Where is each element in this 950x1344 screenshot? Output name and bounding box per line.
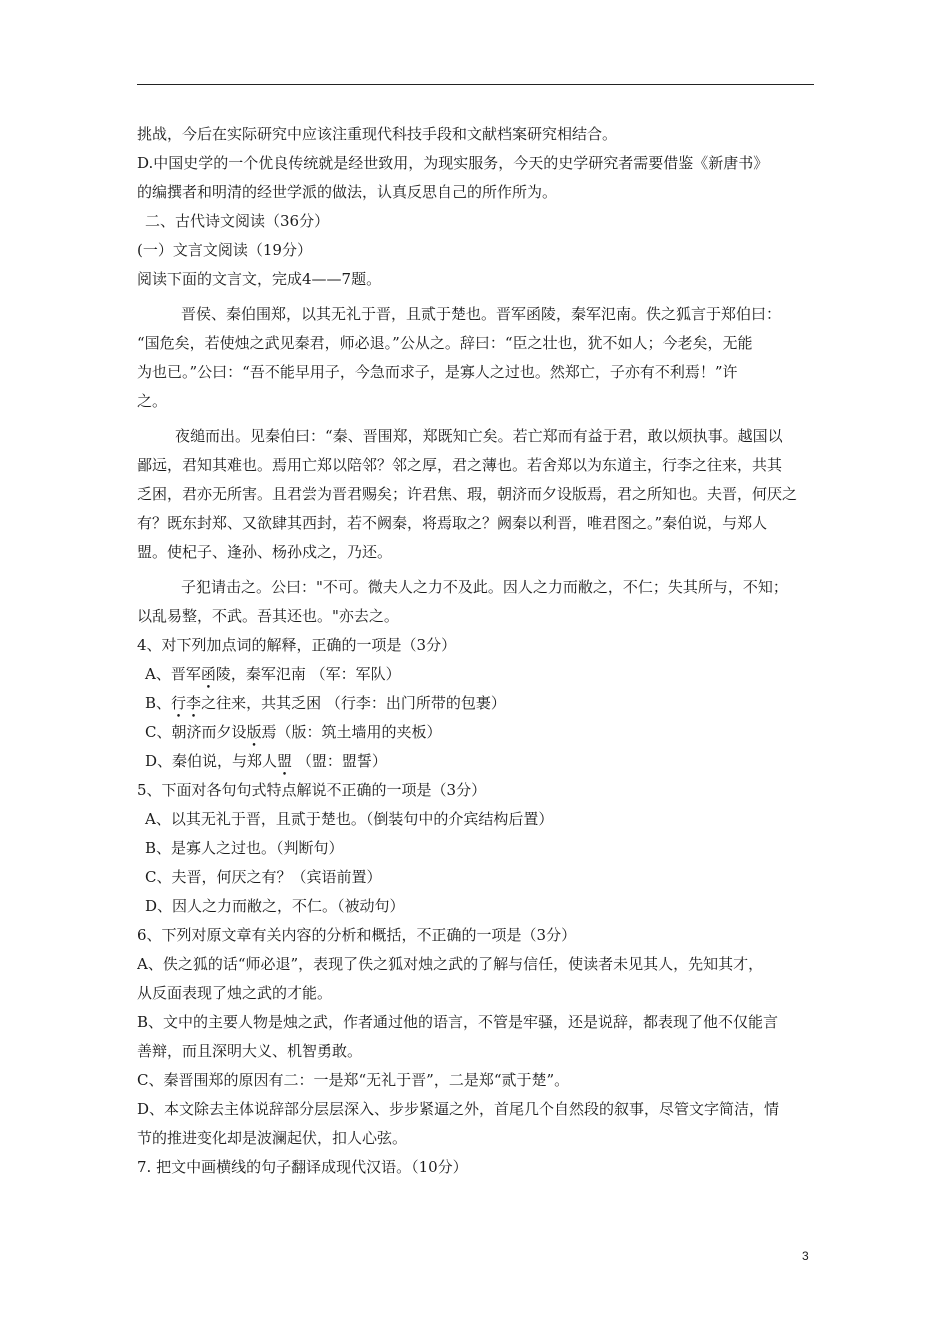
question-6-option-d: D、本文除去主体说辞部分层层深入、步步紧逼之外，首尾几个自然段的叙事，尽管文字简洁，情 [137, 1100, 780, 1118]
passage-line: 之。 [137, 392, 168, 410]
page-body [137, 120, 814, 1182]
question-5-option-a: A、以其无礼于晋，且贰于楚也。（倒装句中的介宾结构后置） [145, 810, 554, 828]
question-6-option-c: C、秦晋围郑的原因有二：一是郑“无礼于晋”，二是郑“贰于楚”。 [137, 1071, 570, 1089]
passage-line: 为也已。”公曰：“吾不能早用子，今急而求子，是寡人之过也。然郑亡，子亦有不利焉！”许 [137, 363, 738, 381]
passage-line: 以乱易整，不武。吾其还也。"亦去之。 [137, 607, 399, 625]
question-5-option-d: D、因人之力而敝之，不仁。（被动句） [145, 897, 405, 915]
instruction: 阅读下面的文言文，完成4——7题。 [137, 270, 382, 288]
passage-line: 乏困，君亦无所害。且君尝为晋君赐矣；许君焦、瑕，朝济而夕设版焉，君之所知也。夫晋，何厌之 [137, 485, 798, 503]
text-line: 的编撰者和明清的经世学派的做法，认真反思自己的所作所为。 [137, 183, 558, 201]
passage-line: 子犯请击之。公曰："不可。微夫人之力不及此。因人之力而敝之，不仁；失其所与，不知； [181, 578, 788, 596]
question-6-option-b: B、文中的主要人物是烛之武，作者通过他的语言，不管是牢骚，还是说辞，都表现了他不仅能言 [137, 1013, 779, 1031]
question-5: 5、下面对各句句式特点解说不正确的一项是（3分） [137, 781, 487, 799]
passage-line: 有？既东封郑、又欲肆其西封，若不阙秦，将焉取之？阙秦以利晋，唯君图之。”秦伯说，与郑人 [137, 514, 768, 532]
page-number: 3 [802, 1249, 809, 1263]
passage-line: 夜缒而出。见秦伯曰：“秦、晋围郑，郑既知亡矣。若亡郑而有益于君，敢以烦执事。越国以 [175, 427, 783, 445]
passage-line: 晋侯、秦伯围郑，以其无礼于晋，且贰于楚也。晋军函陵，秦军氾南。佚之狐言于郑伯曰： [181, 305, 782, 323]
question-6-option-a-cont: 从反面表现了烛之武的才能。 [137, 984, 333, 1002]
question-6-option-b-cont: 善辩，而且深明大义、机智勇敢。 [137, 1042, 363, 1060]
question-4-option-b: B、行李之往来，共其乏困 （行李：出门所带的包裹） [145, 694, 506, 712]
passage-line: 鄙远，君知其难也。焉用亡郑以陪邻？邻之厚，君之薄也。若舍郑以为东道主，行李之往来，共其 [137, 456, 783, 474]
question-4-option-c: C、朝济而夕设版焉（版：筑土墙用的夹板） [145, 723, 442, 741]
question-6-option-d-cont: 节的推进变化却是波澜起伏，扣人心弦。 [137, 1129, 408, 1147]
subsection-heading: (一）文言文阅读（19分） [137, 241, 312, 259]
question-5-option-b: B、是寡人之过也。（判断句） [145, 839, 344, 857]
question-6-option-a: A、佚之狐的话“师必退”，表现了佚之狐对烛之武的了解与信任，使读者未见其人，先知其才， [137, 955, 764, 973]
passage-line: “国危矣，若使烛之武见秦君，师必退。”公从之。辞曰：“臣之壮也，犹不如人；今老矣，无能 [137, 334, 753, 352]
question-6: 6、下列对原文章有关内容的分析和概括，不正确的一项是（3分） [137, 926, 577, 944]
passage-line: 盟。使杞子、逢孙、杨孙戍之，乃还。 [137, 543, 393, 561]
header-rule [137, 84, 814, 85]
question-4-option-d: D、秦伯说，与郑人盟 （盟：盟誓） [145, 752, 387, 770]
question-4-option-a: A、晋军函陵，秦军氾南 （军：军队） [145, 665, 401, 683]
text-line: 挑战，今后在实际研究中应该注重现代科技手段和文献档案研究相结合。 [137, 125, 618, 143]
section-heading: 二、古代诗文阅读（36分） [145, 212, 330, 230]
question-4: 4、对下列加点词的解释，正确的一项是（3分） [137, 636, 457, 654]
question-7: 7. 把文中画横线的句子翻译成现代汉语。（10分） [137, 1158, 468, 1176]
question-5-option-c: C、夫晋，何厌之有？（宾语前置） [145, 868, 382, 886]
option-d-line: D.中国史学的一个优良传统就是经世致用，为现实服务，今天的史学研究者需要借鉴《新唐书》 [137, 154, 769, 172]
